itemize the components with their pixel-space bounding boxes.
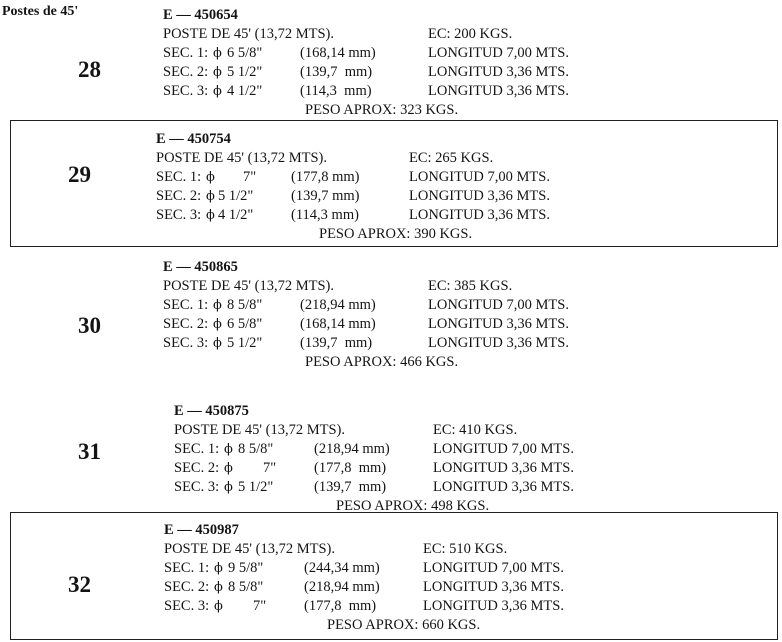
- weight-approx: PESO APROX: 466 KGS.: [305, 354, 459, 370]
- section-length: LONGITUD 7,00 MTS.: [428, 45, 569, 61]
- section-inches: 5 1/2": [238, 479, 274, 495]
- section-length: LONGITUD 3,36 MTS.: [433, 479, 574, 495]
- page-title: Postes de 45': [2, 4, 79, 19]
- section-inches: 7": [253, 598, 267, 614]
- pole-entry: [0, 252, 782, 376]
- section-label: SEC. 2:: [163, 316, 209, 332]
- section-mm: (177,8 mm): [304, 598, 377, 614]
- entry-number: 28: [78, 57, 101, 82]
- pole-spec: POSTE DE 45' (13,72 MTS).: [156, 150, 327, 166]
- section-length: LONGITUD 3,36 MTS.: [428, 83, 569, 99]
- weight-approx: PESO APROX: 498 KGS.: [336, 498, 490, 514]
- section-inches: 7": [263, 460, 277, 476]
- diameter-symbol: ϕ: [213, 336, 222, 351]
- section-length: LONGITUD 3,36 MTS.: [428, 64, 569, 80]
- diameter-symbol: ϕ: [224, 442, 233, 457]
- diameter-symbol: ϕ: [213, 84, 222, 99]
- ec-value: EC: 200 KGS.: [428, 26, 513, 42]
- diameter-symbol: ϕ: [213, 65, 222, 80]
- ec-value: EC: 410 KGS.: [433, 422, 518, 438]
- section-label: SEC. 3:: [163, 335, 209, 351]
- weight-approx: PESO APROX: 323 KGS.: [305, 102, 459, 118]
- diameter-symbol: ϕ: [214, 580, 223, 595]
- pole-entry: [10, 120, 778, 247]
- section-inches: 6 5/8": [227, 45, 263, 61]
- section-mm: (244,34 mm): [304, 560, 380, 576]
- section-label: SEC. 1:: [156, 169, 202, 185]
- section-mm: (218,94 mm): [314, 441, 390, 457]
- section-inches: 9 5/8": [228, 560, 264, 576]
- pole-spec: POSTE DE 45' (13,72 MTS).: [163, 278, 334, 294]
- section-mm: (177,8 mm): [314, 460, 387, 476]
- section-mm: (114,3 mm): [291, 207, 359, 223]
- section-label: SEC. 2:: [156, 188, 202, 204]
- section-length: LONGITUD 3,36 MTS.: [428, 335, 569, 351]
- section-length: LONGITUD 3,36 MTS.: [428, 316, 569, 332]
- section-label: SEC. 1:: [164, 560, 210, 576]
- entry-code: E — 450754: [156, 131, 231, 147]
- diameter-symbol: ϕ: [224, 480, 233, 495]
- pole-entry: [10, 512, 778, 640]
- section-inches: 5 1/2": [227, 64, 263, 80]
- section-label: SEC. 1:: [163, 297, 209, 313]
- section-label: SEC. 3:: [163, 83, 209, 99]
- diameter-symbol: ϕ: [206, 208, 215, 223]
- pole-spec: POSTE DE 45' (13,72 MTS).: [164, 541, 335, 557]
- weight-approx: PESO APROX: 660 KGS.: [327, 617, 481, 633]
- diameter-symbol: ϕ: [224, 461, 233, 476]
- entry-number: 30: [78, 313, 101, 338]
- ec-value: EC: 265 KGS.: [409, 150, 494, 166]
- pole-entry: [0, 396, 782, 514]
- section-mm: (139,7 mm): [300, 335, 373, 351]
- section-mm: (218,94 mm): [300, 297, 376, 313]
- section-length: LONGITUD 3,36 MTS.: [409, 207, 550, 223]
- section-inches: 4 1/2": [227, 83, 263, 99]
- section-mm: (168,14 mm): [300, 316, 376, 332]
- section-mm: (139,7 mm): [291, 188, 360, 204]
- section-mm: (218,94 mm): [304, 579, 380, 595]
- pole-spec: POSTE DE 45' (13,72 MTS).: [163, 26, 334, 42]
- entry-number: 31: [78, 439, 101, 464]
- section-length: LONGITUD 7,00 MTS.: [433, 441, 574, 457]
- section-label: SEC. 1:: [174, 441, 220, 457]
- section-label: SEC. 2:: [164, 579, 210, 595]
- section-length: LONGITUD 3,36 MTS.: [409, 188, 550, 204]
- section-length: LONGITUD 3,36 MTS.: [423, 598, 564, 614]
- section-label: SEC. 1:: [163, 45, 209, 61]
- diameter-symbol: ϕ: [213, 298, 222, 313]
- diameter-symbol: ϕ: [206, 170, 215, 185]
- ec-value: EC: 510 KGS.: [423, 541, 508, 557]
- section-mm: (139,7 mm): [314, 479, 387, 495]
- section-inches: 8 5/8": [238, 441, 274, 457]
- section-label: SEC. 3:: [164, 598, 210, 614]
- pole-entry: [0, 0, 782, 123]
- entry-code: E — 450875: [174, 403, 249, 419]
- entry-code: E — 450654: [163, 7, 238, 23]
- section-mm: (168,14 mm): [300, 45, 376, 61]
- section-mm: (177,8 mm): [291, 169, 360, 185]
- entry-code: E — 450865: [163, 259, 238, 275]
- entry-code: E — 450987: [164, 522, 239, 538]
- diameter-symbol: ϕ: [206, 189, 215, 204]
- entry-number: 32: [68, 572, 91, 597]
- ec-value: EC: 385 KGS.: [428, 278, 513, 294]
- section-inches: 4 1/2": [218, 207, 254, 223]
- diameter-symbol: ϕ: [213, 46, 222, 61]
- section-label: SEC. 3:: [156, 207, 202, 223]
- section-length: LONGITUD 3,36 MTS.: [433, 460, 574, 476]
- diameter-symbol: ϕ: [214, 599, 223, 614]
- section-length: LONGITUD 7,00 MTS.: [409, 169, 550, 185]
- entry-number: 29: [68, 162, 91, 187]
- section-mm: (139,7 mm): [300, 64, 373, 80]
- section-length: LONGITUD 7,00 MTS.: [423, 560, 564, 576]
- section-inches: 5 1/2": [218, 188, 254, 204]
- section-inches: 7": [243, 169, 257, 185]
- section-label: SEC. 2:: [174, 460, 220, 476]
- section-length: LONGITUD 3,36 MTS.: [423, 579, 564, 595]
- diameter-symbol: ϕ: [213, 317, 222, 332]
- diameter-symbol: ϕ: [214, 561, 223, 576]
- section-inches: 8 5/8": [227, 297, 263, 313]
- section-label: SEC. 2:: [163, 64, 209, 80]
- section-inches: 5 1/2": [227, 335, 263, 351]
- pole-spec: POSTE DE 45' (13,72 MTS).: [174, 422, 345, 438]
- section-length: LONGITUD 7,00 MTS.: [428, 297, 569, 313]
- section-mm: (114,3 mm): [300, 83, 372, 99]
- section-label: SEC. 3:: [174, 479, 220, 495]
- weight-approx: PESO APROX: 390 KGS.: [319, 226, 473, 242]
- section-inches: 6 5/8": [227, 316, 263, 332]
- section-inches: 8 5/8": [228, 579, 264, 595]
